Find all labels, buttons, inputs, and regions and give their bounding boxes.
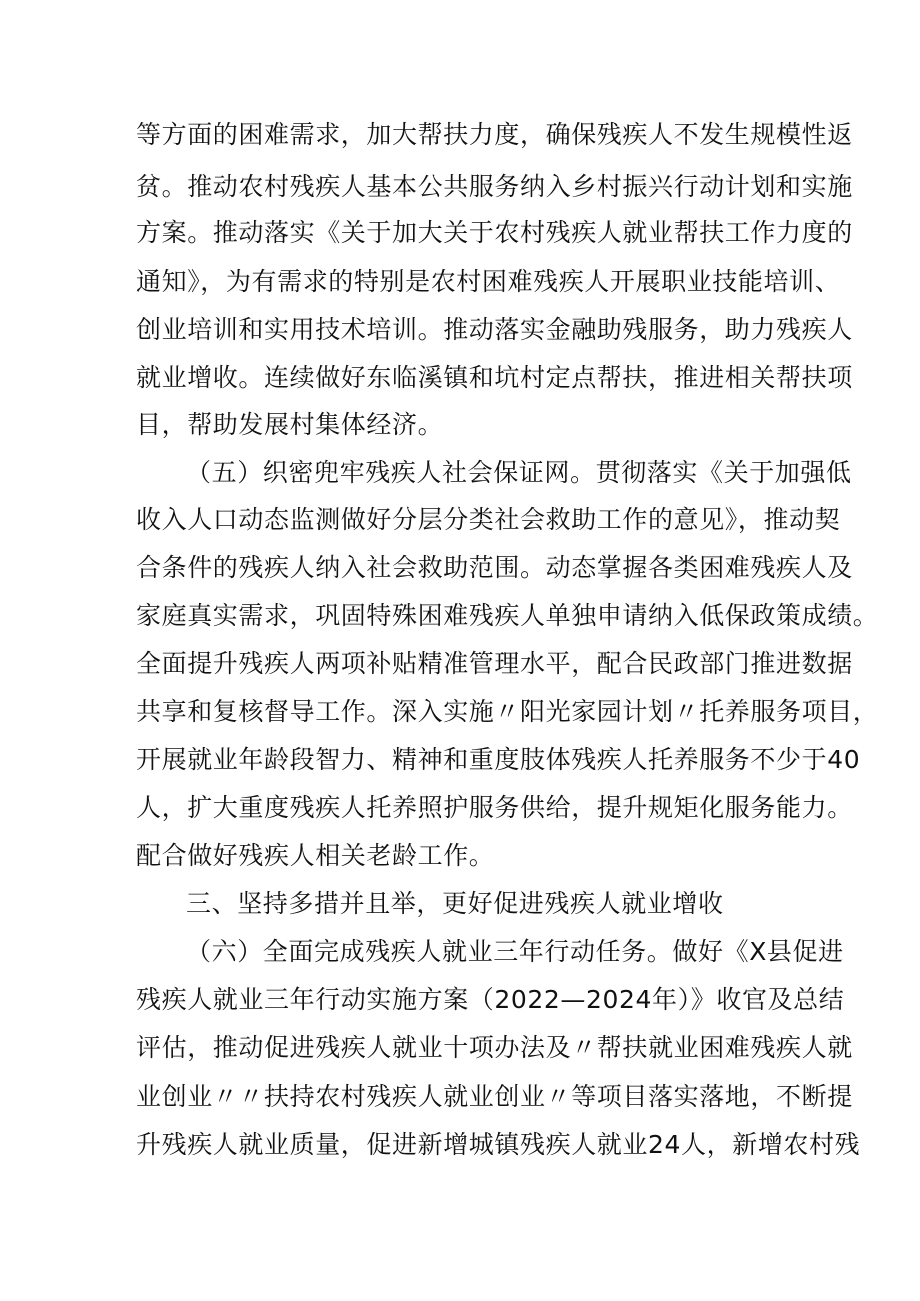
text-line: 创业培训和实用技术培训。推动落实金融助残服务，助力残疾人 bbox=[136, 315, 853, 344]
paragraph-6-heading-line: （六）全面完成残疾人就业三年行动任务。做好《X县促进 bbox=[186, 937, 844, 966]
text-line: 配合做好残疾人相关老龄工作。 bbox=[136, 841, 495, 870]
text-line: 等方面的困难需求，加大帮扶力度，确保残疾人不发生规模性返 bbox=[136, 120, 853, 149]
text-line: 家庭真实需求，巩固特殊困难残疾人单独申请纳入低保政策成绩。 bbox=[136, 601, 879, 630]
paragraph-5-heading-line: （五）织密兜牢残疾人社会保证网。贯彻落实《关于加强低 bbox=[186, 458, 852, 487]
text-line: 共享和复核督导工作。深入实施〃阳光家园计划〃托养服务项目， bbox=[136, 697, 879, 726]
text-line: 开展就业年龄段智力、精神和重度肢体残疾人托养服务不少于40 bbox=[136, 745, 861, 774]
text-line: 残疾人就业三年行动实施方案（2022—2024年）》收官及总结 bbox=[136, 985, 845, 1014]
text-line: 就业增收。连续做好东临溪镇和坑村定点帮扶，推进相关帮扶项 bbox=[136, 363, 853, 392]
text-line: 目，帮助发展村集体经济。 bbox=[136, 410, 444, 439]
text-line: 升残疾人就业质量，促进新增城镇残疾人就业24人，新增农村残 bbox=[136, 1130, 861, 1159]
text-line: 贫。推动农村残疾人基本公共服务纳入乡村振兴行动计划和实施 bbox=[136, 172, 853, 201]
text-line: 人，扩大重度残疾人托养照护服务供给，提升规矩化服务能力。 bbox=[136, 793, 853, 822]
text-line: 评估，推动促进残疾人就业十项办法及〃帮扶就业困难残疾人就 bbox=[136, 1033, 853, 1062]
text-line: 通知》，为有需求的特别是农村困难残疾人开展职业技能培训、 bbox=[136, 267, 841, 296]
text-line: 业创业〃〃扶持农村残疾人就业创业〃等项目落实落地，不断提 bbox=[136, 1082, 853, 1111]
text-line: 全面提升残疾人两项补贴精准管理水平，配合民政部门推进数据 bbox=[136, 649, 853, 678]
text-line: 方案。推动落实《关于加大关于农村残疾人就业帮扶工作力度的 bbox=[136, 218, 853, 247]
text-line: 合条件的残疾人纳入社会救助范围。动态掌握各类困难残疾人及 bbox=[136, 553, 853, 582]
text-line: 收入人口动态监测做好分层分类社会救助工作的意见》，推动契 bbox=[136, 505, 841, 534]
section-3-heading: 三、坚持多措并且举，更好促进残疾人就业增收 bbox=[186, 889, 724, 918]
